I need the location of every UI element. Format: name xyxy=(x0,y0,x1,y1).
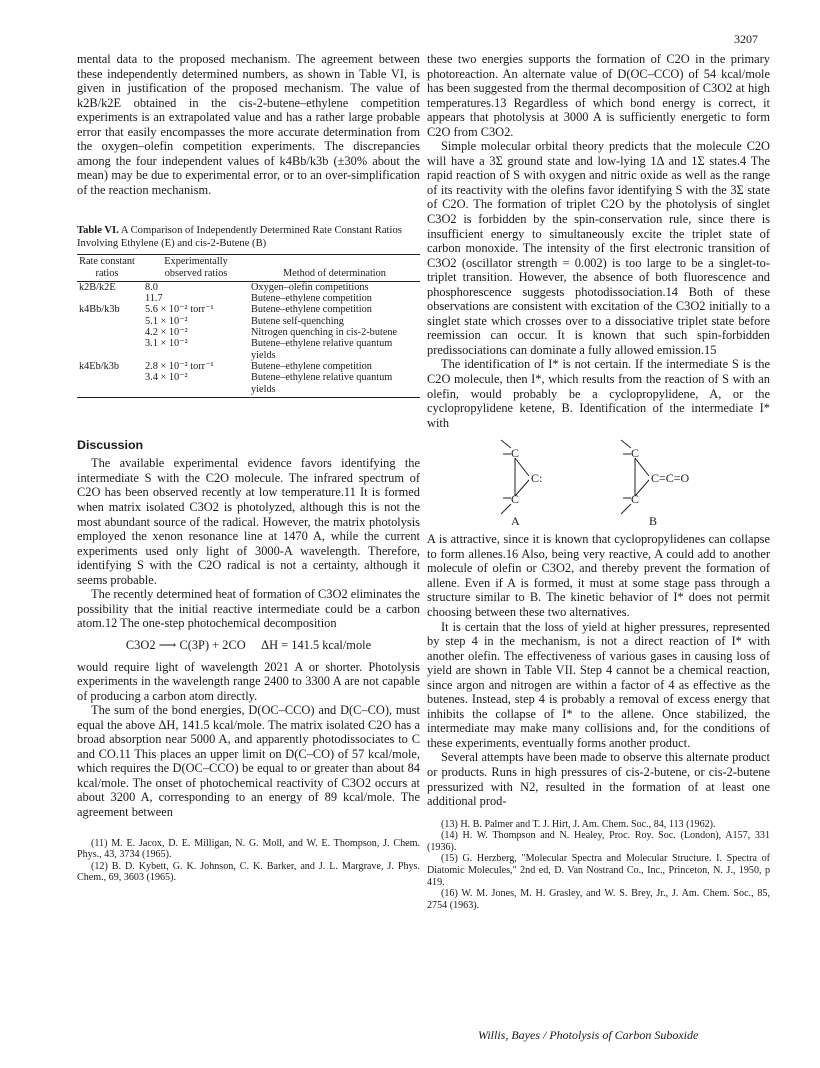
table-header: Method of determination xyxy=(283,267,386,279)
footnote: (11) M. E. Jacox, D. E. Milligan, N. G. Moll, and W. E. Thompson, J. Chem. Phys., 43, 3734 (1965). xyxy=(77,837,420,861)
body-paragraph: these two energies supports the formation of C2O in the primary photoreaction. An alternate value of D(OC–CCO) of 54 kcal/mole has been suggested from the thermal decomposition of C3O2 at high temperatures.13 Regardless of which bond energy is correct, it appears that photolysis at 3000 A is sufficiently energetic to form C2O from C3O2. xyxy=(427,52,770,139)
ring-atom-b-bottom: C xyxy=(631,492,640,507)
page-number: 3207 xyxy=(734,32,758,46)
table-cell-value: 5.1 × 10⁻² xyxy=(145,315,188,327)
table-row xyxy=(77,293,420,304)
footnotes xyxy=(77,838,420,884)
table-header: Experimentally observed ratios xyxy=(164,256,228,279)
table-cell-method: Butene–ethylene competition xyxy=(251,293,372,305)
table-cell-value: 4.2 × 10⁻² xyxy=(145,327,188,339)
footnote: (15) G. Herzberg, "Molecular Spectra and Molecular Structure. I. Spectra of Diatomic Molecules," 2nd ed, D. Van Nostrand Co., Inc., Princeton, N. J., 1950, p 419. xyxy=(427,853,770,888)
table-cell-method: Oxygen–olefin competitions xyxy=(251,281,369,293)
table-row xyxy=(77,281,420,293)
table-row xyxy=(77,361,420,372)
footnote: (16) W. M. Jones, M. H. Grasley, and W. S. Brey, Jr., J. Am. Chem. Soc., 85, 2754 (1963). xyxy=(427,888,770,911)
table-cell-method: Butene–ethylene competition xyxy=(251,304,372,316)
table-row xyxy=(77,316,420,327)
body-paragraph: It is certain that the loss of yield at higher pressures, represented by step 4 in the mechanism, is not a direct reaction of I* with another olefin. The effectiveness of various gases in causing loss of yield are shown in Table VII. Step 4 cannot be a chemical reaction, since argon and nitrogen are within a factor of 4 as effective as the butenes. Instead, step 4 is probably a removal of excess energy that inhibits the collapse of I* to the allene. Once stabilized, the intermediate may make many collisions and, for the conditions of these experiments, eventually forms another product. xyxy=(427,619,770,750)
table-label: Table VI. xyxy=(77,225,119,237)
table-cell-value: 11.7 xyxy=(145,293,163,305)
right-column xyxy=(427,52,770,911)
chemical-structures xyxy=(427,434,770,526)
body-paragraph: A is attractive, since it is known that cyclopropylidenes can collapse to form allenes.16 Also, being very reactive, A could add to another molecule of olefin or C3O2, and thereby prevent the formation of allene. Even if A is formed, it must at some stage pass through a structure similar to B. The kinetic behavior of I* does not permit choosing between these two alternatives. xyxy=(427,532,770,619)
equation: C3O2 ⟶ C(3P) + 2CO ΔH = 141.5 kcal/mole xyxy=(125,637,372,652)
table-cell-ratio: k4Eb/k3b xyxy=(79,360,120,372)
table-header: Rate constant ratios xyxy=(79,256,135,279)
footnotes xyxy=(427,819,770,912)
structure-a-carbene: C: xyxy=(531,471,543,486)
table-cell-ratio xyxy=(77,338,137,361)
table-cell-value: 5.6 × 10⁻² torr⁻¹ xyxy=(145,304,214,316)
table-cell-value: 2.8 × 10⁻² torr⁻¹ xyxy=(145,360,214,372)
body-paragraph: Several attempts have been made to observe this alternate product or products. Runs in high pressures of cis-2-butene, or cis-2-butene pressurized with N2, resulted in the formation of at least one additional prod- xyxy=(427,750,770,809)
table-cell-ratio: k4Bb/k3b xyxy=(79,304,120,316)
table-cell-value: 3.4 × 10⁻² xyxy=(137,372,249,397)
rate-constant-table xyxy=(77,254,420,398)
table-cell-ratio xyxy=(77,293,137,304)
table-caption-text: A Comparison of Independently Determined Rate Constant Ratios Involving Ethylene (E) and cis-2-Butene (B) xyxy=(77,225,402,249)
left-column xyxy=(77,52,420,884)
table-cell-value: 8.0 xyxy=(145,281,158,293)
structure-b-ketene: C=C=O xyxy=(651,471,690,486)
body-paragraph: The identification of I* is not certain. If the intermediate S is the C2O molecule, then I*, which results from the reaction of S with an olefin, would probably be a cyclopropylidene, A, or the cyclopropylidene ketene, B. Identification of the intermediate I* with xyxy=(427,357,770,430)
table-cell-method: Butene–ethylene competition xyxy=(251,360,372,372)
body-paragraph: Simple molecular orbital theory predicts that the molecule C2O will have a 3Σ ground state and low-lying 1Δ and 1Σ states.4 The rapid reaction of S with oxygen and nitric oxide as well as the range of its reactivity with the olefins favor identifying S with the 3Σ state of C2O. The formation of triplet C2O by the photolysis of singlet C3O2 is forbidden by the spin-conservation rule, since there is insufficient energy to simultaneously excite the triplet state of carbon monoxide. The intensity of the first electronic transition of C3O2 (oscillator strength = 0.002) is too large to be a singlet-to-triplet transition. However, the absence of both fluorescence and phosphorescence suggests photodissociation.14 Both of these observations are consistent with excitation of the C3O2 initially to a singlet state which crosses over to a dissociative triplet state before reemission can occur. It is known that such spin-forbidden predissociations can dominate a fully allowed emission.15 xyxy=(427,139,770,357)
table-cell-method: Butene–ethylene relative quantum yields xyxy=(251,338,393,361)
body-paragraph: The sum of the bond energies, D(OC–CCO) and D(C–CO), must equal the above ΔH, 141.5 kcal/mole. The matrix isolated C2O has a broad absorption near 5000 A, and apparently photodissociates to C and CO.11 This places an upper limit on D(C–CO) of 57 kcal/mole, which requires the D(OC–CCO) be equal to or greater than about 84 kcal/mole. The onset of photochemical reactivity of C3O2 occurs at about 3200 A, corresponding to an energy of 89 kcal/mole. The agreement between xyxy=(77,703,420,819)
table-caption xyxy=(77,225,420,250)
table-row xyxy=(77,338,420,361)
body-paragraph: mental data to the proposed mechanism. The agreement between these independently determined numbers, as shown in Table VI, is given in justification of the proposed mechanism. The value of k2B/k2E obtained in the cis-2-butene–ethylene competition experiments is an extrapolated value and has a rather large probable error that easily encompasses the more accurate determination from the oxygen–olefin competition experiments. The discrepancies among the four independent values of k4Bb/k3b (±30% about the mean) may be due to experimental error, or to an over-simplification of the reaction mechanism. xyxy=(77,52,420,197)
body-paragraph: The recently determined heat of formation of C3O2 eliminates the possibility that the initial reactive intermediate could be a carbon atom.12 The one-step photochemical decomposition xyxy=(77,587,420,631)
table-cell-ratio xyxy=(77,372,137,397)
table-cell-ratio xyxy=(77,316,137,327)
table-cell-ratio xyxy=(77,327,137,338)
table-cell-value: 3.1 × 10⁻² xyxy=(145,338,188,350)
section-heading: Discussion xyxy=(77,437,144,452)
footnote: (12) B. D. Kybett, G. K. Johnson, C. K. Barker, and J. L. Margrave, J. Phys. Chem., 69, 3603 (1965). xyxy=(77,860,420,884)
table-cell-method: Nitrogen quenching in cis-2-butene xyxy=(251,327,398,339)
table-row xyxy=(77,304,420,315)
body-paragraph: would require light of wavelength 2021 A or shorter. Photolysis experiments in the wavelength range 2400 to 3300 A are not capable of producing a carbon atom directly. xyxy=(77,659,420,703)
body-paragraph: The available experimental evidence favors identifying the intermediate S with the C2O molecule. The infrared spectrum of C2O has been observed recently at low temperature.11 It is formed when matrix isolated C3O2 is photolyzed, although this is not the most abundant source of the radical. However, the matrix photolysis employed the xenon resonance line at 1470 A, while the current experiments used only light of 3000-A wavelength. Therefore, identifying S with the C2O radical is not a certainty, although it seems probable. xyxy=(77,456,420,587)
running-footer: Willis, Bayes / Photolysis of Carbon Suboxide xyxy=(478,1028,699,1042)
structure-drawing xyxy=(427,434,770,526)
ring-atom-a-bottom: C xyxy=(511,492,520,507)
structure-b-label: B xyxy=(649,514,658,527)
ring-atom-a-top: C xyxy=(511,446,520,461)
table-cell-method: Butene–ethylene relative quantum yields xyxy=(249,372,420,397)
footnote: (13) H. B. Palmer and T. J. Hirt, J. Am. Chem. Soc., 84, 113 (1962). xyxy=(441,818,716,830)
table-row xyxy=(77,327,420,338)
table-cell-method: Butene self-quenching xyxy=(251,315,344,327)
structure-a-label: A xyxy=(511,514,520,527)
table-cell-ratio: k2B/k2E xyxy=(79,281,116,293)
ring-atom-b-top: C xyxy=(631,446,640,461)
footnote: (14) H. W. Thompson and N. Healey, Proc. Roy. Soc. (London), A157, 331 (1936). xyxy=(427,830,770,853)
table-row xyxy=(77,372,420,397)
